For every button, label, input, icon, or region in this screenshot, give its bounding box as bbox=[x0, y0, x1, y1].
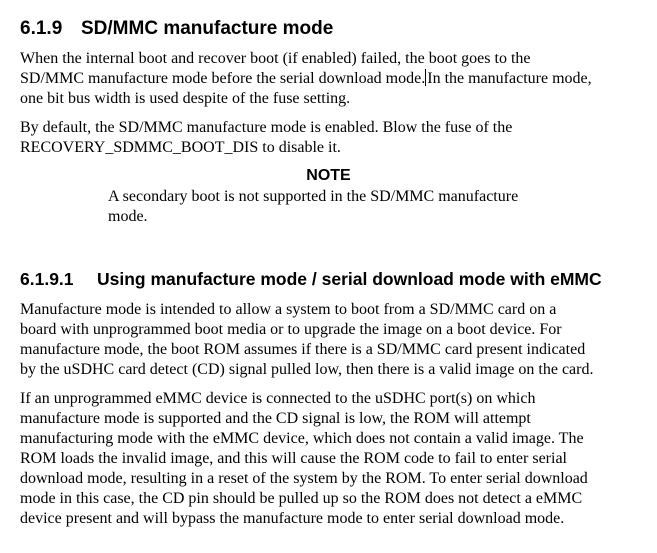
text-line: RECOVERY_SDMMC_BOOT_DIS to disable it. bbox=[20, 139, 341, 156]
text-line: device present and will bypass the manufacture mode to enter serial download mode. bbox=[20, 510, 565, 527]
text-line: If an unprogrammed eMMC device is connected to the uSDHC port(s) on which bbox=[20, 390, 536, 407]
text-line: by the uSDHC card detect (CD) signal pulled low, then there is a valid image on the card. bbox=[20, 361, 594, 378]
text-line: By default, the SD/MMC manufacture mode is enabled. Blow the fuse of the bbox=[20, 119, 513, 136]
section-number: 6.1.9 bbox=[20, 18, 63, 39]
text-line: mode. bbox=[108, 208, 148, 225]
text-line: board with unprogrammed boot media or to upgrade the image on a boot device. For bbox=[20, 321, 562, 338]
text-line: SD/MMC manufacture mode before the serial download mode. In the manufacture mode, bbox=[20, 70, 592, 87]
note-body bbox=[108, 187, 518, 227]
text-line: A secondary boot is not supported in the SD/MMC manufacture bbox=[108, 188, 519, 205]
text-line: one bit bus width is used despite of the fuse setting. bbox=[20, 90, 351, 107]
text-line: ROM loads the invalid image, and this will cause the ROM code to fail to enter serial bbox=[20, 450, 567, 467]
text-line: manufacture mode is supported and the CD signal is low, the ROM will attempt bbox=[20, 410, 531, 427]
text-line: download mode, resulting in a reset of the system by the ROM. To enter serial download bbox=[20, 470, 588, 487]
section-heading bbox=[20, 18, 333, 40]
note-title: NOTE bbox=[306, 167, 351, 184]
subsection-number: 6.1.9.1 bbox=[20, 269, 74, 289]
text-line: Manufacture mode is intended to allow a system to boot from a SD/MMC card on a bbox=[20, 301, 557, 318]
section-paragraph-1 bbox=[20, 49, 592, 109]
text-line: manufacturing mode with the eMMC device, which does not contain a valid image. The bbox=[20, 430, 584, 447]
subsection-paragraph-2 bbox=[20, 389, 588, 529]
subsection-title: Using manufacture mode / serial download mode with eMMC bbox=[97, 269, 602, 289]
subsection-heading bbox=[20, 269, 602, 290]
subsection-paragraph-1 bbox=[20, 300, 593, 380]
section-paragraph-2 bbox=[20, 118, 512, 158]
text-line: When the internal boot and recover boot (if enabled) failed, the boot goes to the bbox=[20, 50, 531, 67]
text-line: mode in this case, the CD pin should be pulled up so the ROM does not detect a eMMC bbox=[20, 490, 583, 507]
section-title: SD/MMC manufacture mode bbox=[81, 18, 334, 39]
text-line: manufacture mode, the boot ROM assumes if there is a SD/MMC card present indicated bbox=[20, 341, 586, 358]
